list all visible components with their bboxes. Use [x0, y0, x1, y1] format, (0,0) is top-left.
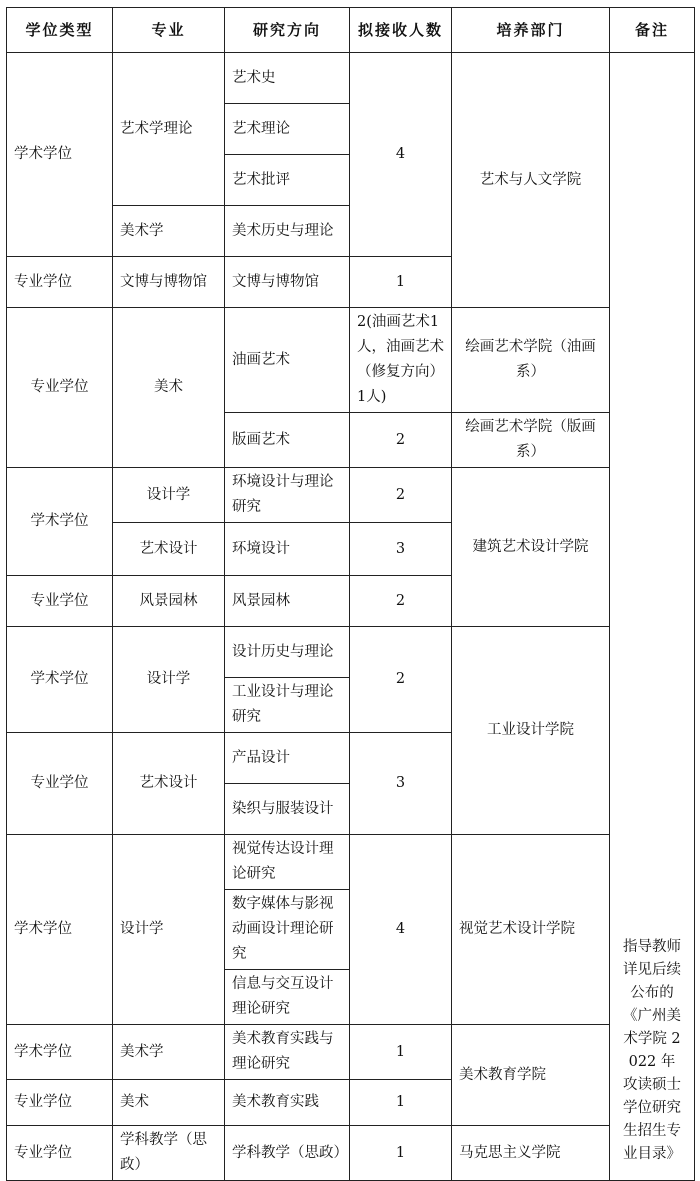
- major-cell: 美术学: [113, 206, 225, 257]
- direction-cell: 艺术批评: [225, 155, 350, 206]
- degree-type-cell: 专业学位: [7, 733, 113, 835]
- degree-type-cell: 专业学位: [7, 576, 113, 627]
- major-cell: 美术: [113, 308, 225, 468]
- direction-cell: 设计历史与理论: [225, 627, 350, 678]
- count-cell: 3: [350, 523, 452, 576]
- count-cell: 3: [350, 733, 452, 835]
- direction-cell: 工业设计与理论研究: [225, 678, 350, 733]
- enrollment-table: [6, 7, 695, 1181]
- table-row: [7, 835, 695, 890]
- direction-cell: 美术历史与理论: [225, 206, 350, 257]
- count-cell: 1: [350, 1080, 452, 1126]
- direction-cell: 信息与交互设计理论研究: [225, 970, 350, 1025]
- direction-cell: 产品设计: [225, 733, 350, 784]
- degree-type-cell: 专业学位: [7, 257, 113, 308]
- direction-cell: 视觉传达设计理论研究: [225, 835, 350, 890]
- department-cell: 绘画艺术学院（版画系）: [452, 413, 610, 468]
- count-cell: 2: [350, 413, 452, 468]
- department-cell: 绘画艺术学院（油画系）: [452, 308, 610, 413]
- direction-cell: 艺术理论: [225, 104, 350, 155]
- degree-type-cell: 学术学位: [7, 835, 113, 1025]
- table-row: [7, 1126, 695, 1181]
- count-cell: 1: [350, 257, 452, 308]
- direction-cell: 美术教育实践与理论研究: [225, 1025, 350, 1080]
- major-cell: 风景园林: [113, 576, 225, 627]
- count-cell: 2: [350, 627, 452, 733]
- degree-type-cell: 学术学位: [7, 627, 113, 733]
- major-cell: 艺术学理论: [113, 53, 225, 206]
- direction-cell: 数字媒体与影视动画设计理论研究: [225, 890, 350, 970]
- count-cell: 4: [350, 53, 452, 257]
- header-admission-count: 拟接收人数: [350, 8, 452, 53]
- header-degree-type: 学位类型: [7, 8, 113, 53]
- department-cell: 视觉艺术设计学院: [452, 835, 610, 1025]
- degree-type-cell: 学术学位: [7, 468, 113, 576]
- major-cell: 设计学: [113, 627, 225, 733]
- major-cell: 设计学: [113, 468, 225, 523]
- direction-cell: 环境设计与理论研究: [225, 468, 350, 523]
- count-cell: 2(油画艺术1人，油画艺术（修复方向）1人): [350, 308, 452, 413]
- degree-type-cell: 专业学位: [7, 308, 113, 468]
- department-cell: 美术教育学院: [452, 1025, 610, 1126]
- major-cell: 美术: [113, 1080, 225, 1126]
- table-row: [7, 468, 695, 523]
- direction-cell: 环境设计: [225, 523, 350, 576]
- table-row: [7, 1025, 695, 1080]
- header-department: 培养部门: [452, 8, 610, 53]
- direction-cell: 版画艺术: [225, 413, 350, 468]
- direction-cell: 学科教学（思政）: [225, 1126, 350, 1181]
- major-cell: 设计学: [113, 835, 225, 1025]
- direction-cell: 染织与服装设计: [225, 784, 350, 835]
- remark-cell: 指导教师详见后续公布的《广州美术学院 2022 年 攻读硕士学位研究生招生专业目录》: [610, 53, 695, 1181]
- direction-cell: 文博与博物馆: [225, 257, 350, 308]
- header-remark: 备注: [610, 8, 695, 53]
- degree-type-cell: 专业学位: [7, 1126, 113, 1181]
- major-cell: 学科教学（思政）: [113, 1126, 225, 1181]
- major-cell: 美术学: [113, 1025, 225, 1080]
- direction-cell: 艺术史: [225, 53, 350, 104]
- major-cell: 艺术设计: [113, 733, 225, 835]
- table-row: [7, 627, 695, 678]
- department-cell: 建筑艺术设计学院: [452, 468, 610, 627]
- direction-cell: 油画艺术: [225, 308, 350, 413]
- major-cell: 艺术设计: [113, 523, 225, 576]
- department-cell: 工业设计学院: [452, 627, 610, 835]
- count-cell: 1: [350, 1025, 452, 1080]
- direction-cell: 美术教育实践: [225, 1080, 350, 1126]
- count-cell: 2: [350, 468, 452, 523]
- count-cell: 1: [350, 1126, 452, 1181]
- department-cell: 艺术与人文学院: [452, 53, 610, 308]
- header-major: 专业: [113, 8, 225, 53]
- table-row: [7, 308, 695, 413]
- count-cell: 2: [350, 576, 452, 627]
- department-cell: 马克思主义学院: [452, 1126, 610, 1181]
- direction-cell: 风景园林: [225, 576, 350, 627]
- degree-type-cell: 专业学位: [7, 1080, 113, 1126]
- degree-type-cell: 学术学位: [7, 1025, 113, 1080]
- header-research-direction: 研究方向: [225, 8, 350, 53]
- major-cell: 文博与博物馆: [113, 257, 225, 308]
- header-row: [7, 8, 695, 53]
- count-cell: 4: [350, 835, 452, 1025]
- degree-type-cell: 学术学位: [7, 53, 113, 257]
- table-row: [7, 53, 695, 104]
